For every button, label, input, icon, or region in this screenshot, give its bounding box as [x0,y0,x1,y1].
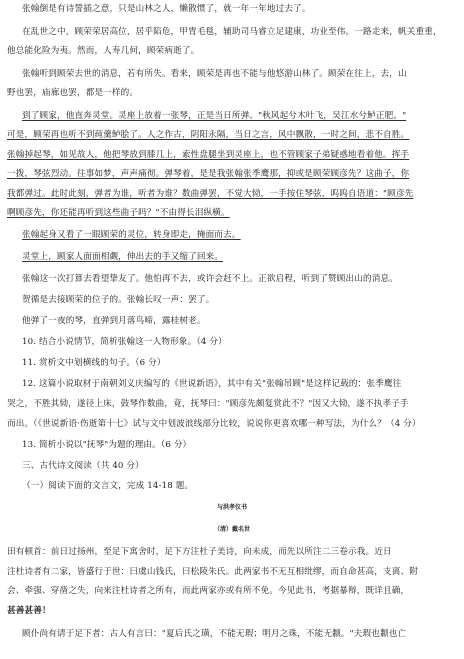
classical-title: 与洪孝仪书 [216,504,247,511]
passage-line-7: 可是，顾荣再也听不到莼羹鲈脍了。人之作古，阴阳永隔，当日之言，风中飘散，一时之间，悲不自胜。 [7,130,410,140]
question-12-line-1: 12. 这篇小说取材于南朝刘义庆编写的《世说新语》，其中有关"张翰吊顾"是这样记载的：张季鹰往 [22,379,402,389]
passage-line-6: 到了顾家，他直奔灵堂。灵座上放着一张琴，正是当日所弹。"秋风起兮木叶飞，吴江水兮鲈正肥。" [22,111,407,121]
question-10: 10. 结合小说情节，简析张翰这一人物形象。（4 分） [22,337,227,347]
classical-line-3: 会、牵强、穿凿之失，向来注杜诗者之所有，而此两家亦或有所不免。今见此书，考据暴辩，既详且确， [7,586,410,596]
passage-line-14: 张翰这一次打算去看望挚友了。他怕再不去，或许会赶不上。正欲启程，听到了赞顾出山的消息。 [22,274,398,284]
passage-line-12: 张翰起身又看了一眼顾荣的灵位，转身即走，掩面而去。 [22,230,241,240]
classical-author: （清）戴名世 [213,526,250,533]
passage-line-3: 他总能化险为夷。然而，人寿几何，顾荣病逝了。 [7,46,200,56]
classical-line-2: 注杜诗者有二家，皆盛行于世：曰虞山钱氏，曰松陵朱氏。此两家书不无互相纰缪，而自命甚高，支离、附 [7,567,418,577]
passage-line-2: 在乱世之中，顾荣荣居高位，居乎陷危，甲胄毛毯，辅助司马睿立足建康，功业至伟。一路走来，帆关重重， [22,27,442,37]
passage-line-4: 张翰听到顾荣去世的消息，若有所失。看来，顾荣是再也不能与他悠游山林了。顾荣在往上，去，山 [22,69,407,79]
classical-line-4: 甚善甚善！ [7,606,51,616]
passage-line-13: 灵堂上，顾家人面面相觑，伸出去的手又缩了回来。 [22,252,224,262]
passage-line-8: 张翰掉起琴，如见故人，他把琴放到膝几上，索性盘腿坐到灵座上，也不管顾家子弟疑惑地看着他。挥手 [7,150,410,160]
passage-line-9: 一拨，琴弦烈动。往事如梦，声声痛彻。弹琴着，是是我张翰张季鹰那，抑或是顾荣顾彦先？这曲子，你 [7,169,410,179]
section-subheading: （一）阅读下面的文言文，完成 14-18 题。 [22,481,194,491]
classical-line-5: 顾仆尚有请于足下者：古人有言曰："夏后氏之璜，不能无瑕；明月之珠，不能无颣。"夫瑕也颣也亡 [22,629,407,639]
section-heading: 三、古代诗文阅读（共 40 分） [22,461,144,471]
passage-line-15: 贺循是去接顾荣的位子的。张翰长叹一声：罢了。 [22,295,215,305]
question-13: 13. 简析小说以"抚琴"为题的理由。（6 分） [22,440,192,450]
passage-line-11: 啊顾彦先，你还能再听到这些曲子吗？"不由得长泪纵横。 [7,208,230,218]
classical-line-1: 田有顿首：前日过扬州，至足下寓舍时，足下方注杜子美诗，向未成，而先以所注二三卷示我。近日 [7,547,392,557]
passage-line-5: 野也罢，庙廊也罢，都是一样的。 [7,88,139,98]
passage-line-10: 我都弹过。此时此刻，弹者为谁，听者为谁？数曲弹罢，不觉大恸，一手按住琴弦，呜呜自语道："顾彦先 [7,189,414,199]
question-12-line-2: 哭之，不胜其恸，遂径上床，鼓琴作数曲，竟，抚琴曰："顾彦先颇复赏此不？"因又大恸，遂不执孝子手 [7,399,409,409]
question-12-line-3: 而出。（《世说新语·伤逝第十七》试与文中划波浪线部分比较，说说你更喜欢哪一种写法，为什么？（4 分） [7,419,421,429]
question-11: 11. 赏析文中划横线的句子。（6 分） [22,358,166,368]
passage-line-1: 张翰倒是有诗誓插之意，只是山林之人，懒散惯了，就一年一年地过去了。 [22,4,311,14]
passage-line-16: 他弹了一夜的琴，直弹到月落鸟啼，露桂树老。 [22,316,206,326]
